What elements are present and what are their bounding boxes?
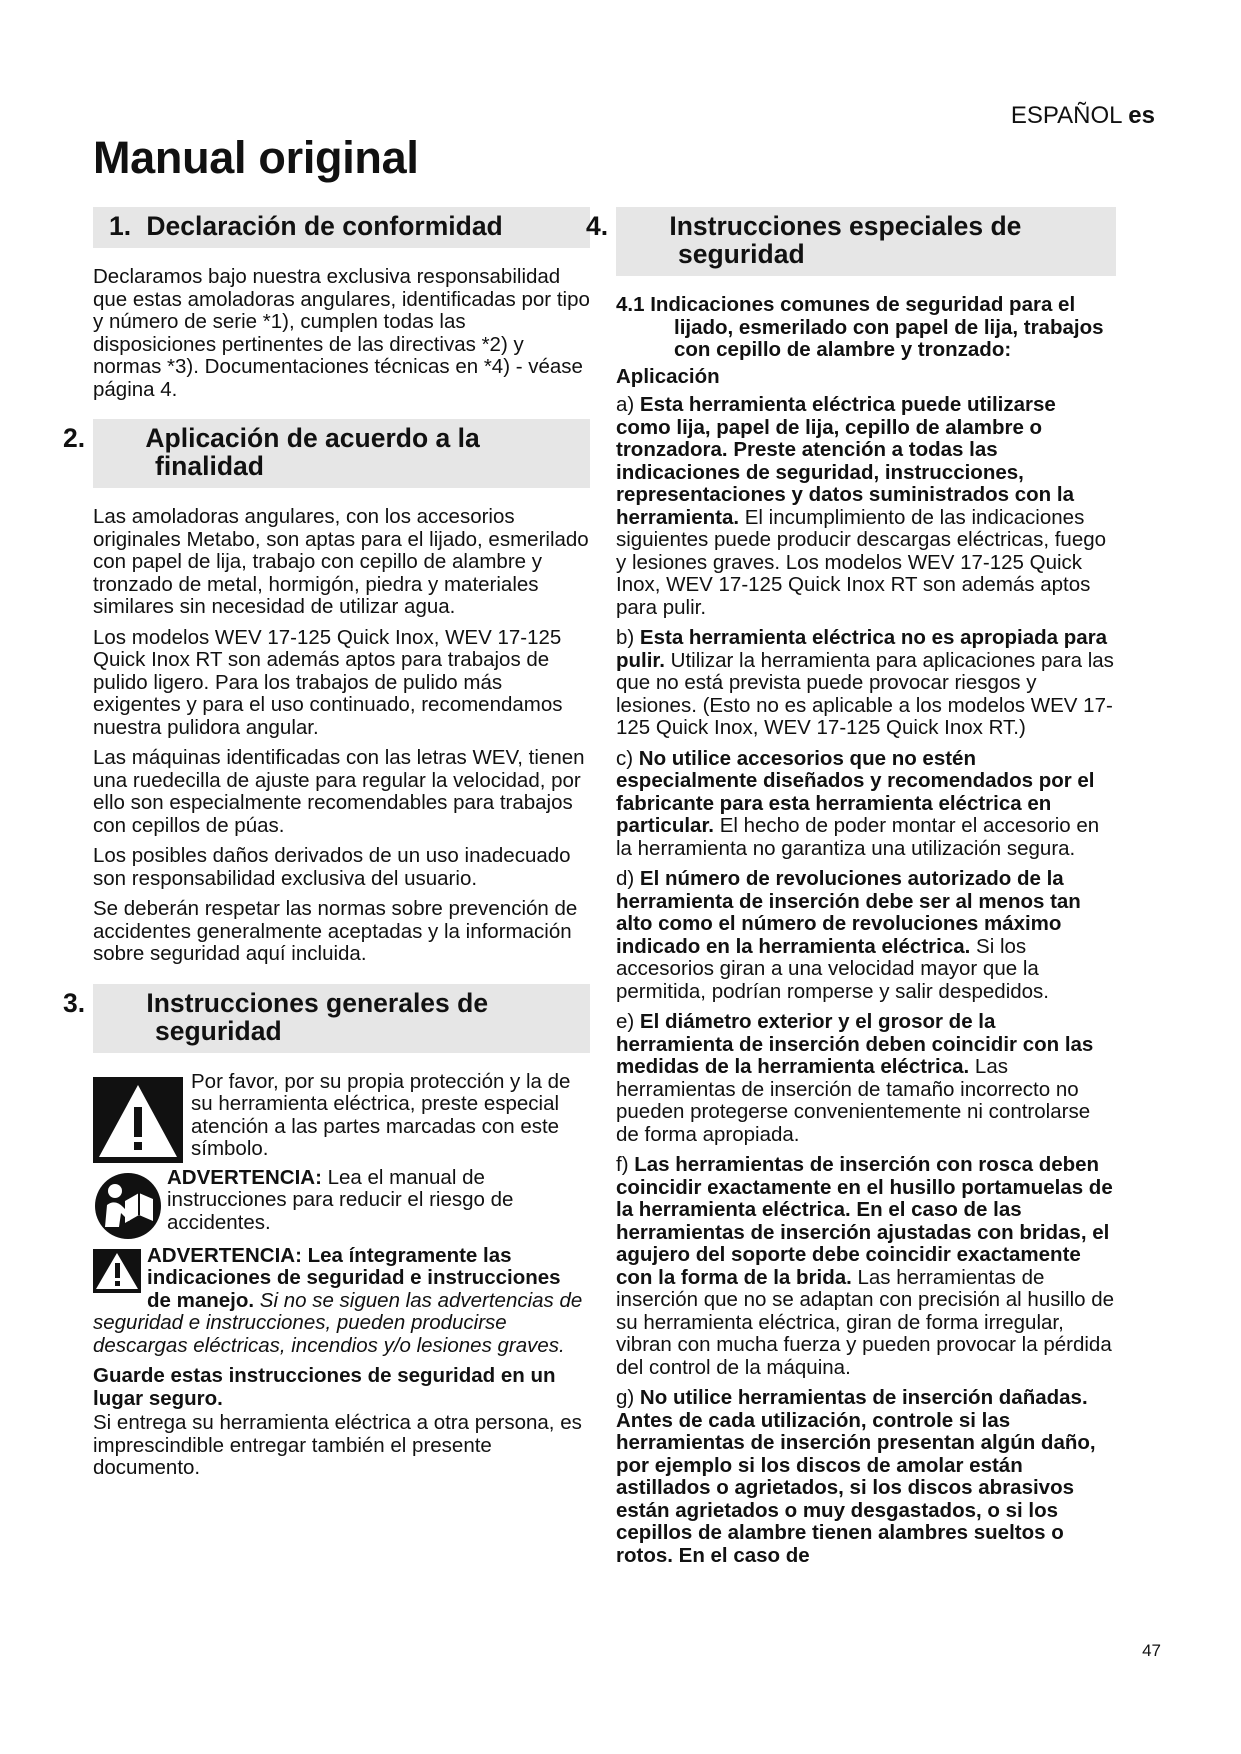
left-column — [63, 207, 590, 1488]
safety-item-d: d) El número de revoluciones autorizado de la herramienta de inserción debe ser al menos tan alto como el número de revoluciones máximo indicado en la herramienta eléctrica. Si los accesorios giran a una velocidad mayor que la permitida, podrían romperse y salir despedidos. — [616, 867, 1081, 1003]
language-label: ESPAÑOL es — [1010, 102, 1155, 129]
section-2-paragraph-5: Se deberán respetar las normas sobre prevención de accidentes generalmente aceptadas y la información sobre seguridad aquí incluida. — [93, 897, 578, 965]
section-3-heading: 3. Instrucciones generales de seguridad — [93, 984, 590, 1053]
section-2-paragraph-3: Las máquinas identificadas con las letras WEV, tienen una ruedecilla de ajuste para regular la velocidad, por ello son especialmente recomendables para trabajos con cepillos de púas. — [93, 746, 585, 837]
read-manual-icon — [93, 1171, 163, 1241]
page-number: 47 — [1142, 1641, 1161, 1660]
safety-item-a: a) Esta herramienta eléctrica puede utilizarse como lija, papel de lija, cepillo de alambre o tronzadora. Preste atención a todas las indicaciones de seguridad, instrucciones, representaciones y datos suministrados con la herramienta. El incumplimiento de las indicaciones siguientes puede producir descargas eléctricas, fuego y lesiones graves. Los modelos WEV 17-125 Quick Inox, WEV 17-125 Quick Inox RT son además aptos para pulir. — [616, 393, 1107, 619]
warning-symbol-note: Por favor, por su propia protección y la de su herramienta eléctrica, preste especial atención a las partes marcadas con este símbolo. — [93, 1071, 590, 1163]
safety-item-g: g) No utilice herramientas de inserción dañadas. Antes de cada utilización, controle si las herramientas de inserción presentan algún daño, por ejemplo si los discos de amolar están astillados o agrietados, si los discos abrasivos están agrietados o muy desgastados, o si los cepillos de alambre tienen alambres sueltos o rotos. En el caso de — [616, 1386, 1096, 1567]
subsection-4-1-heading: 4.1 Indicaciones comunes de seguridad para el lijado, esmerilado con papel de lija, trabajos con cepillo de alambre y tronzado: — [616, 293, 1104, 361]
keep-instructions: Guarde estas instrucciones de seguridad en un lugar seguro. — [93, 1364, 556, 1410]
section-4-heading: 4. Instrucciones especiales de seguridad — [616, 207, 1116, 276]
warning-triangle-icon — [93, 1077, 183, 1163]
full-warning-paragraph: ADVERTENCIA: Lea íntegramente las indicaciones de seguridad e instrucciones de manejo. Si no se siguen las advertencias de seguridad e instrucciones, pueden producirse descargas eléctricas, incendios y/o lesiones graves. — [93, 1243, 583, 1357]
warning-triangle-small-icon — [93, 1249, 141, 1293]
section-2-paragraph-4: Los posibles daños derivados de un uso inadecuado son responsabilidad exclusiva del usuario. — [93, 844, 571, 890]
document-title: Manual original — [93, 132, 419, 183]
safety-item-f: f) Las herramientas de inserción con rosca deben coincidir exactamente en el husillo portamuelas de la herramienta eléctrica. En el caso de las herramientas de inserción ajustadas con bridas, el agujero del soporte debe coincidir exactamente con la forma de la brida. Las herramientas de inserción que no se adaptan con precisión al husillo de su herramienta eléctrica, giran de forma irregular, vibran con mucha fuerza y pueden provocar la pérdida del control de la máquina. — [616, 1153, 1115, 1379]
safety-item-e: e) El diámetro exterior y el grosor de la herramienta de inserción deben coincidir con las medidas de la herramienta eléctrica. Las herramientas de inserción de tamaño incorrecto no pueden protegerse convenientemente ni controlarse de forma apropiada. — [616, 1010, 1094, 1146]
section-2-paragraph-2: Los modelos WEV 17-125 Quick Inox, WEV 17-125 Quick Inox RT son además aptos para trabajos de pulido ligero. Para los trabajos de pulido más exigentes y para el uso continuado, recomendamos nuestra pulidora angular. — [93, 625, 563, 739]
application-heading: Aplicación — [616, 364, 720, 388]
section-1-paragraph: Declaramos bajo nuestra exclusiva responsabilidad que estas amoladoras angulares, identificadas por tipo y número de serie *1), cumplen todas las disposiciones pertinentes de las directivas *2) y normas *3). Documentaciones técnicas en *4) - véase página 4. — [93, 265, 590, 401]
language-code: es — [1128, 102, 1155, 129]
safety-item-c: c) No utilice accesorios que no estén especialmente diseñados y recomendados por el fabricante para esta herramienta eléctrica en particular. El hecho de poder montar el accesorio en la herramienta no garantiza una utilización segura. — [616, 746, 1100, 860]
read-manual-note: ADVERTENCIA: Lea el manual de instrucciones para reducir el riesgo de accidentes. — [93, 1167, 590, 1241]
section-2-paragraph-1: Las amoladoras angulares, con los accesorios originales Metabo, son aptas para el lijado, esmerilado con papel de lija, trabajo con cepillo de alambre y tronzado de metal, hormigón, piedra y materiales similares sin necesidad de utilizar agua. — [93, 505, 589, 618]
right-column — [586, 207, 1116, 1575]
section-1-heading: 1. Declaración de conformidad — [93, 207, 590, 248]
pass-on-document: Si entrega su herramienta eléctrica a otra persona, es imprescindible entregar también el presente documento. — [93, 1411, 582, 1479]
section-2-heading: 2. Aplicación de acuerdo a la finalidad — [93, 419, 590, 488]
safety-item-b: b) Esta herramienta eléctrica no es apropiada para pulir. Utilizar la herramienta para aplicaciones para las que no está prevista puede provocar riesgos y lesiones. (Esto no es aplicable a los modelos WEV 17-125 Quick Inox, WEV 17-125 Quick Inox RT.) — [616, 626, 1114, 739]
